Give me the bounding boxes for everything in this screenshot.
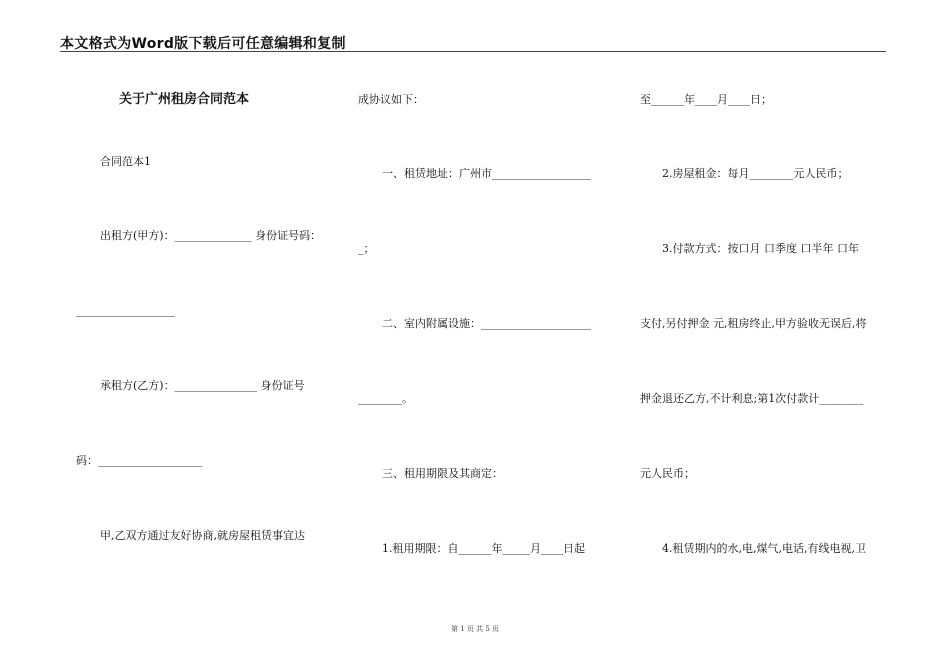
lessee-id-line: 码：___________________ bbox=[76, 454, 203, 467]
payment-line: 3.付款方式：按口月 口季度 口半年 口年 bbox=[662, 242, 859, 255]
document-title: 关于广州租房合同范本 bbox=[119, 92, 250, 107]
refund-line: 押金退还乙方,不计利息;第1次付款计________ bbox=[640, 392, 864, 405]
facilities-line: 二、室内附属设施：____________________ bbox=[382, 317, 591, 330]
utilities-line: 4.租赁期内的水,电,煤气,电话,有线电视,卫 bbox=[662, 542, 866, 555]
sample-label: 合同范本1 bbox=[100, 155, 151, 168]
page-footer: 第 1 页 共 5 页 bbox=[450, 625, 500, 633]
header-divider bbox=[60, 51, 886, 52]
deposit-line: 支付,另付押金 元,租房终止,甲方验收无误后,将 bbox=[640, 317, 867, 330]
lessor-line: 出租方(甲方)：______________ 身份证号码： bbox=[100, 229, 322, 242]
rent-line: 2.房屋租金：每月________元人民币； bbox=[662, 167, 849, 180]
currency-line: 元人民币； bbox=[640, 467, 695, 480]
facilities-end-line: ________。 bbox=[358, 392, 413, 405]
term-end-line: 至______年____月____日； bbox=[640, 93, 772, 106]
address-line: 一、租赁地址：广州市__________________ bbox=[382, 167, 591, 180]
term-heading: 三、租用期限及其商定： bbox=[382, 467, 503, 480]
document-header-title: 本文格式为Word版下载后可任意编辑和复制 bbox=[60, 36, 346, 52]
agreement-line: 成协议如下： bbox=[358, 93, 424, 106]
address-end-line: _； bbox=[358, 242, 375, 255]
negotiation-line: 甲,乙双方通过友好协商,就房屋租赁事宜达 bbox=[100, 529, 305, 542]
term-start-line: 1.租用期限：自______年_____月____日起 bbox=[382, 542, 585, 555]
lessee-line: 承租方(乙方)：_______________ 身份证号 bbox=[100, 379, 305, 392]
lessor-blank-line: __________________ bbox=[76, 304, 175, 317]
